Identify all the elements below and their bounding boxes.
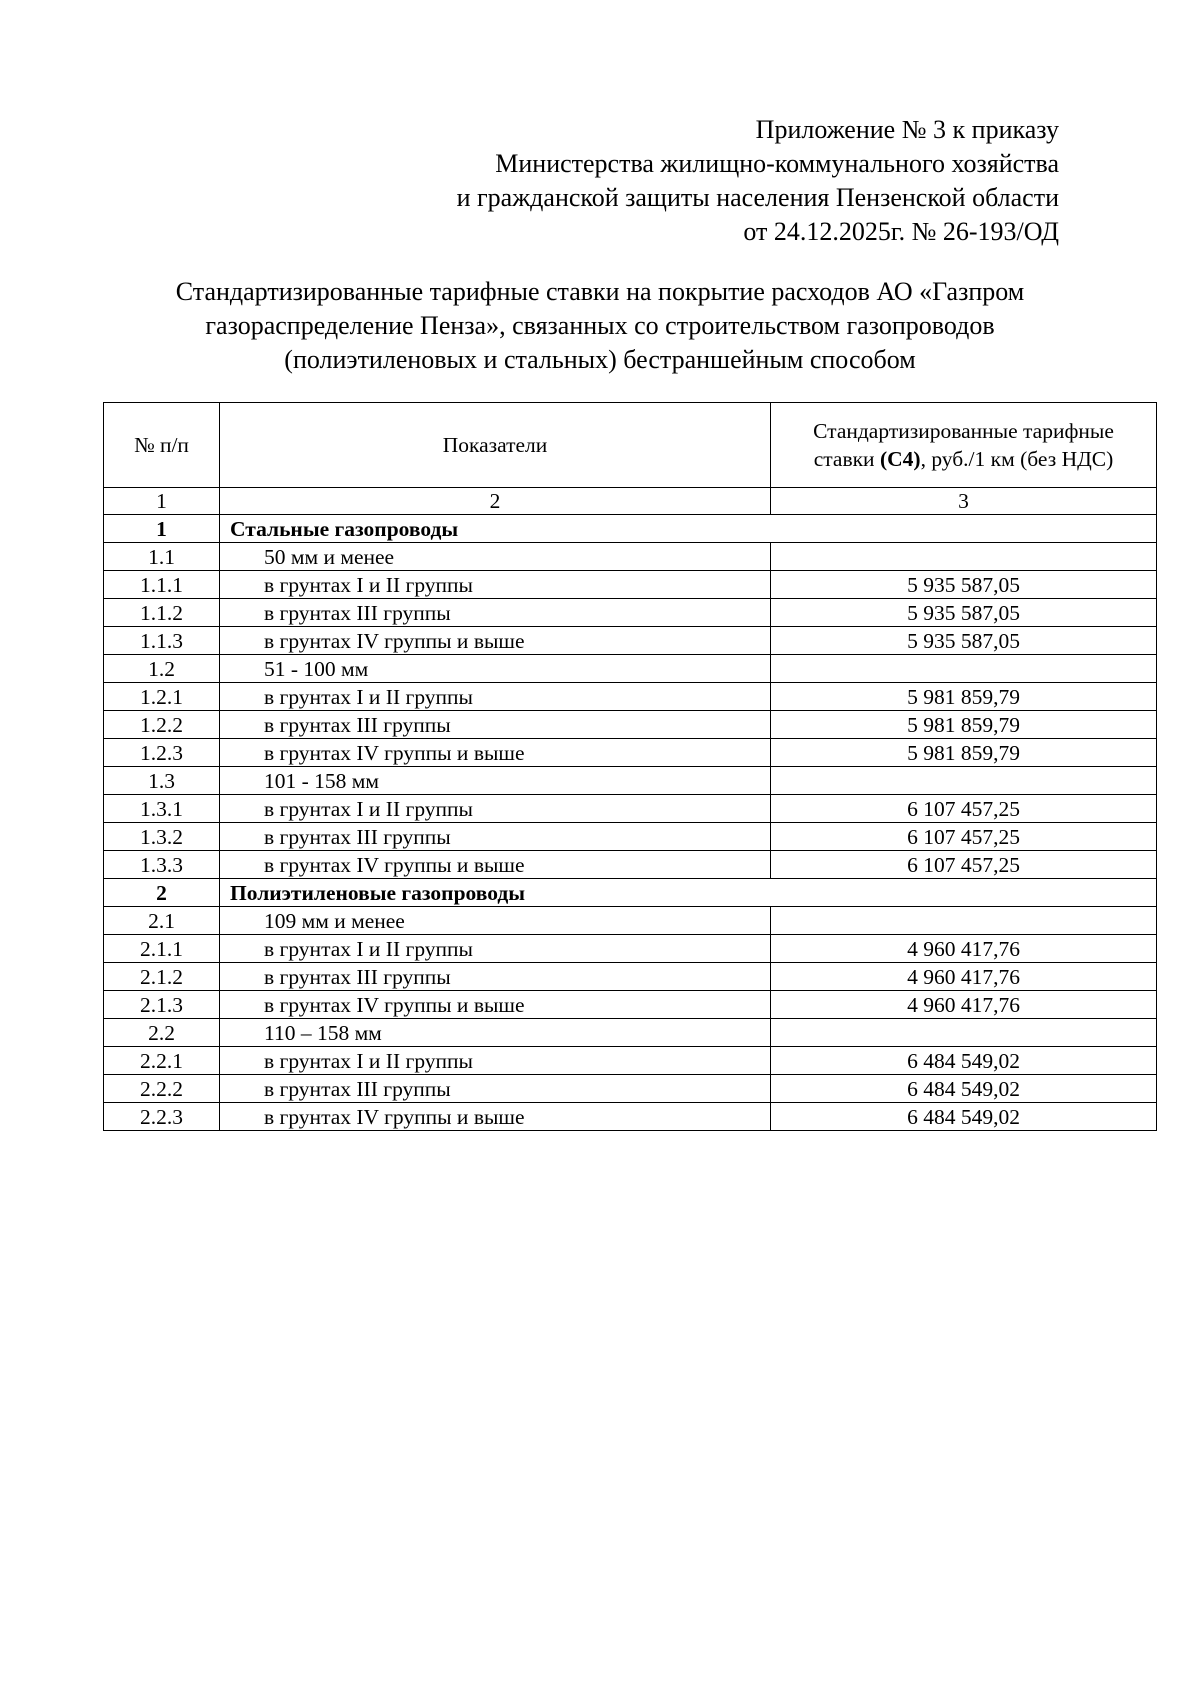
row-number: 1.1.2	[104, 599, 220, 627]
section-row	[104, 515, 1157, 543]
group-number: 1.1	[104, 543, 220, 571]
row-rate-value: 6 484 549,02	[771, 1075, 1157, 1103]
table-row	[104, 963, 1157, 991]
group-label: 51 - 100 мм	[220, 655, 771, 683]
group-label: 50 мм и менее	[220, 543, 771, 571]
row-number: 1.3.3	[104, 851, 220, 879]
table-row	[104, 627, 1157, 655]
row-rate-value: 5 935 587,05	[771, 571, 1157, 599]
row-number: 2.2.3	[104, 1103, 220, 1131]
row-number: 2.1.1	[104, 935, 220, 963]
row-number: 2.1.2	[104, 963, 220, 991]
column-number-row	[104, 488, 1157, 515]
appendix-line: Приложение № 3 к приказу	[755, 115, 1059, 144]
row-number: 1.3.2	[104, 823, 220, 851]
group-label: 110 – 158 мм	[220, 1019, 771, 1047]
group-value-empty	[771, 767, 1157, 795]
row-number: 1.2.2	[104, 711, 220, 739]
table-row	[104, 571, 1157, 599]
group-value-empty	[771, 907, 1157, 935]
group-value-empty	[771, 655, 1157, 683]
tariff-rates-table	[103, 402, 1157, 1131]
group-row	[104, 543, 1157, 571]
table-row	[104, 795, 1157, 823]
title-line: газораспределение Пенза», связанных со строительством газопроводов	[205, 311, 995, 340]
table-row	[104, 1047, 1157, 1075]
table-row	[104, 823, 1157, 851]
row-number: 2.1.3	[104, 991, 220, 1019]
table-row	[104, 683, 1157, 711]
row-label: в грунтах I и II группы	[220, 935, 771, 963]
row-rate-value: 6 107 457,25	[771, 795, 1157, 823]
header-rates	[771, 403, 1157, 488]
header-rates-pre: Стандартизированные тарифные ставки	[813, 419, 1114, 471]
section-title: Стальные газопроводы	[220, 515, 1157, 543]
table-row	[104, 711, 1157, 739]
title-line: (полиэтиленовых и стальных) бестраншейным способом	[284, 345, 916, 374]
row-rate-value: 6 107 457,25	[771, 851, 1157, 879]
row-number: 1.2.1	[104, 683, 220, 711]
header-indicators: Показатели	[220, 403, 771, 488]
appendix-line: Министерства жилищно-коммунального хозяйства	[495, 149, 1059, 178]
row-rate-value: 4 960 417,76	[771, 991, 1157, 1019]
row-label: в грунтах I и II группы	[220, 571, 771, 599]
column-number: 1	[104, 488, 220, 515]
row-rate-value: 5 935 587,05	[771, 599, 1157, 627]
header-rates-code: (С4)	[879, 447, 921, 471]
group-row	[104, 655, 1157, 683]
row-number: 2.2.1	[104, 1047, 220, 1075]
appendix-line: от 24.12.2025г. № 26-193/ОД	[743, 217, 1059, 246]
row-label: в грунтах I и II группы	[220, 1047, 771, 1075]
row-label: в грунтах I и II группы	[220, 795, 771, 823]
row-label: в грунтах III группы	[220, 711, 771, 739]
row-label: в грунтах III группы	[220, 599, 771, 627]
table-header-row	[104, 403, 1157, 488]
row-label: в грунтах IV группы и выше	[220, 1103, 771, 1131]
table-row	[104, 851, 1157, 879]
row-number: 2.2.2	[104, 1075, 220, 1103]
appendix-line: и гражданской защиты населения Пензенской области	[456, 183, 1059, 212]
section-number: 2	[104, 879, 220, 907]
group-row	[104, 1019, 1157, 1047]
row-label: в грунтах III группы	[220, 963, 771, 991]
row-label: в грунтах I и II группы	[220, 683, 771, 711]
table-row	[104, 1075, 1157, 1103]
table-body	[104, 403, 1157, 1131]
row-rate-value: 5 981 859,79	[771, 683, 1157, 711]
section-number: 1	[104, 515, 220, 543]
document-title	[100, 275, 1100, 377]
row-label: в грунтах III группы	[220, 1075, 771, 1103]
row-label: в грунтах III группы	[220, 823, 771, 851]
row-rate-value: 6 484 549,02	[771, 1047, 1157, 1075]
row-number: 1.1.3	[104, 627, 220, 655]
group-row	[104, 767, 1157, 795]
group-label: 101 - 158 мм	[220, 767, 771, 795]
table-row	[104, 935, 1157, 963]
group-value-empty	[771, 543, 1157, 571]
column-number: 3	[771, 488, 1157, 515]
title-line: Стандартизированные тарифные ставки на покрытие расходов АО «Газпром	[175, 277, 1025, 306]
row-label: в грунтах IV группы и выше	[220, 627, 771, 655]
section-title: Полиэтиленовые газопроводы	[220, 879, 1157, 907]
row-rate-value: 6 107 457,25	[771, 823, 1157, 851]
row-number: 1.1.1	[104, 571, 220, 599]
row-number: 1.2.3	[104, 739, 220, 767]
row-label: в грунтах IV группы и выше	[220, 851, 771, 879]
row-rate-value: 6 484 549,02	[771, 1103, 1157, 1131]
column-number: 2	[220, 488, 771, 515]
header-rates-post: , руб./1 км (без НДС)	[920, 447, 1114, 471]
row-rate-value: 4 960 417,76	[771, 935, 1157, 963]
row-rate-value: 5 935 587,05	[771, 627, 1157, 655]
section-row	[104, 879, 1157, 907]
row-label: в грунтах IV группы и выше	[220, 739, 771, 767]
group-number: 2.1	[104, 907, 220, 935]
row-label: в грунтах IV группы и выше	[220, 991, 771, 1019]
row-rate-value: 5 981 859,79	[771, 739, 1157, 767]
row-rate-value: 5 981 859,79	[771, 711, 1157, 739]
table-row	[104, 1103, 1157, 1131]
group-label: 109 мм и менее	[220, 907, 771, 935]
group-number: 1.3	[104, 767, 220, 795]
table-row	[104, 991, 1157, 1019]
group-value-empty	[771, 1019, 1157, 1047]
header-number: № п/п	[104, 403, 220, 488]
row-number: 1.3.1	[104, 795, 220, 823]
row-rate-value: 4 960 417,76	[771, 963, 1157, 991]
appendix-header	[457, 113, 1059, 249]
group-row	[104, 907, 1157, 935]
group-number: 1.2	[104, 655, 220, 683]
group-number: 2.2	[104, 1019, 220, 1047]
table-row	[104, 739, 1157, 767]
table-row	[104, 599, 1157, 627]
